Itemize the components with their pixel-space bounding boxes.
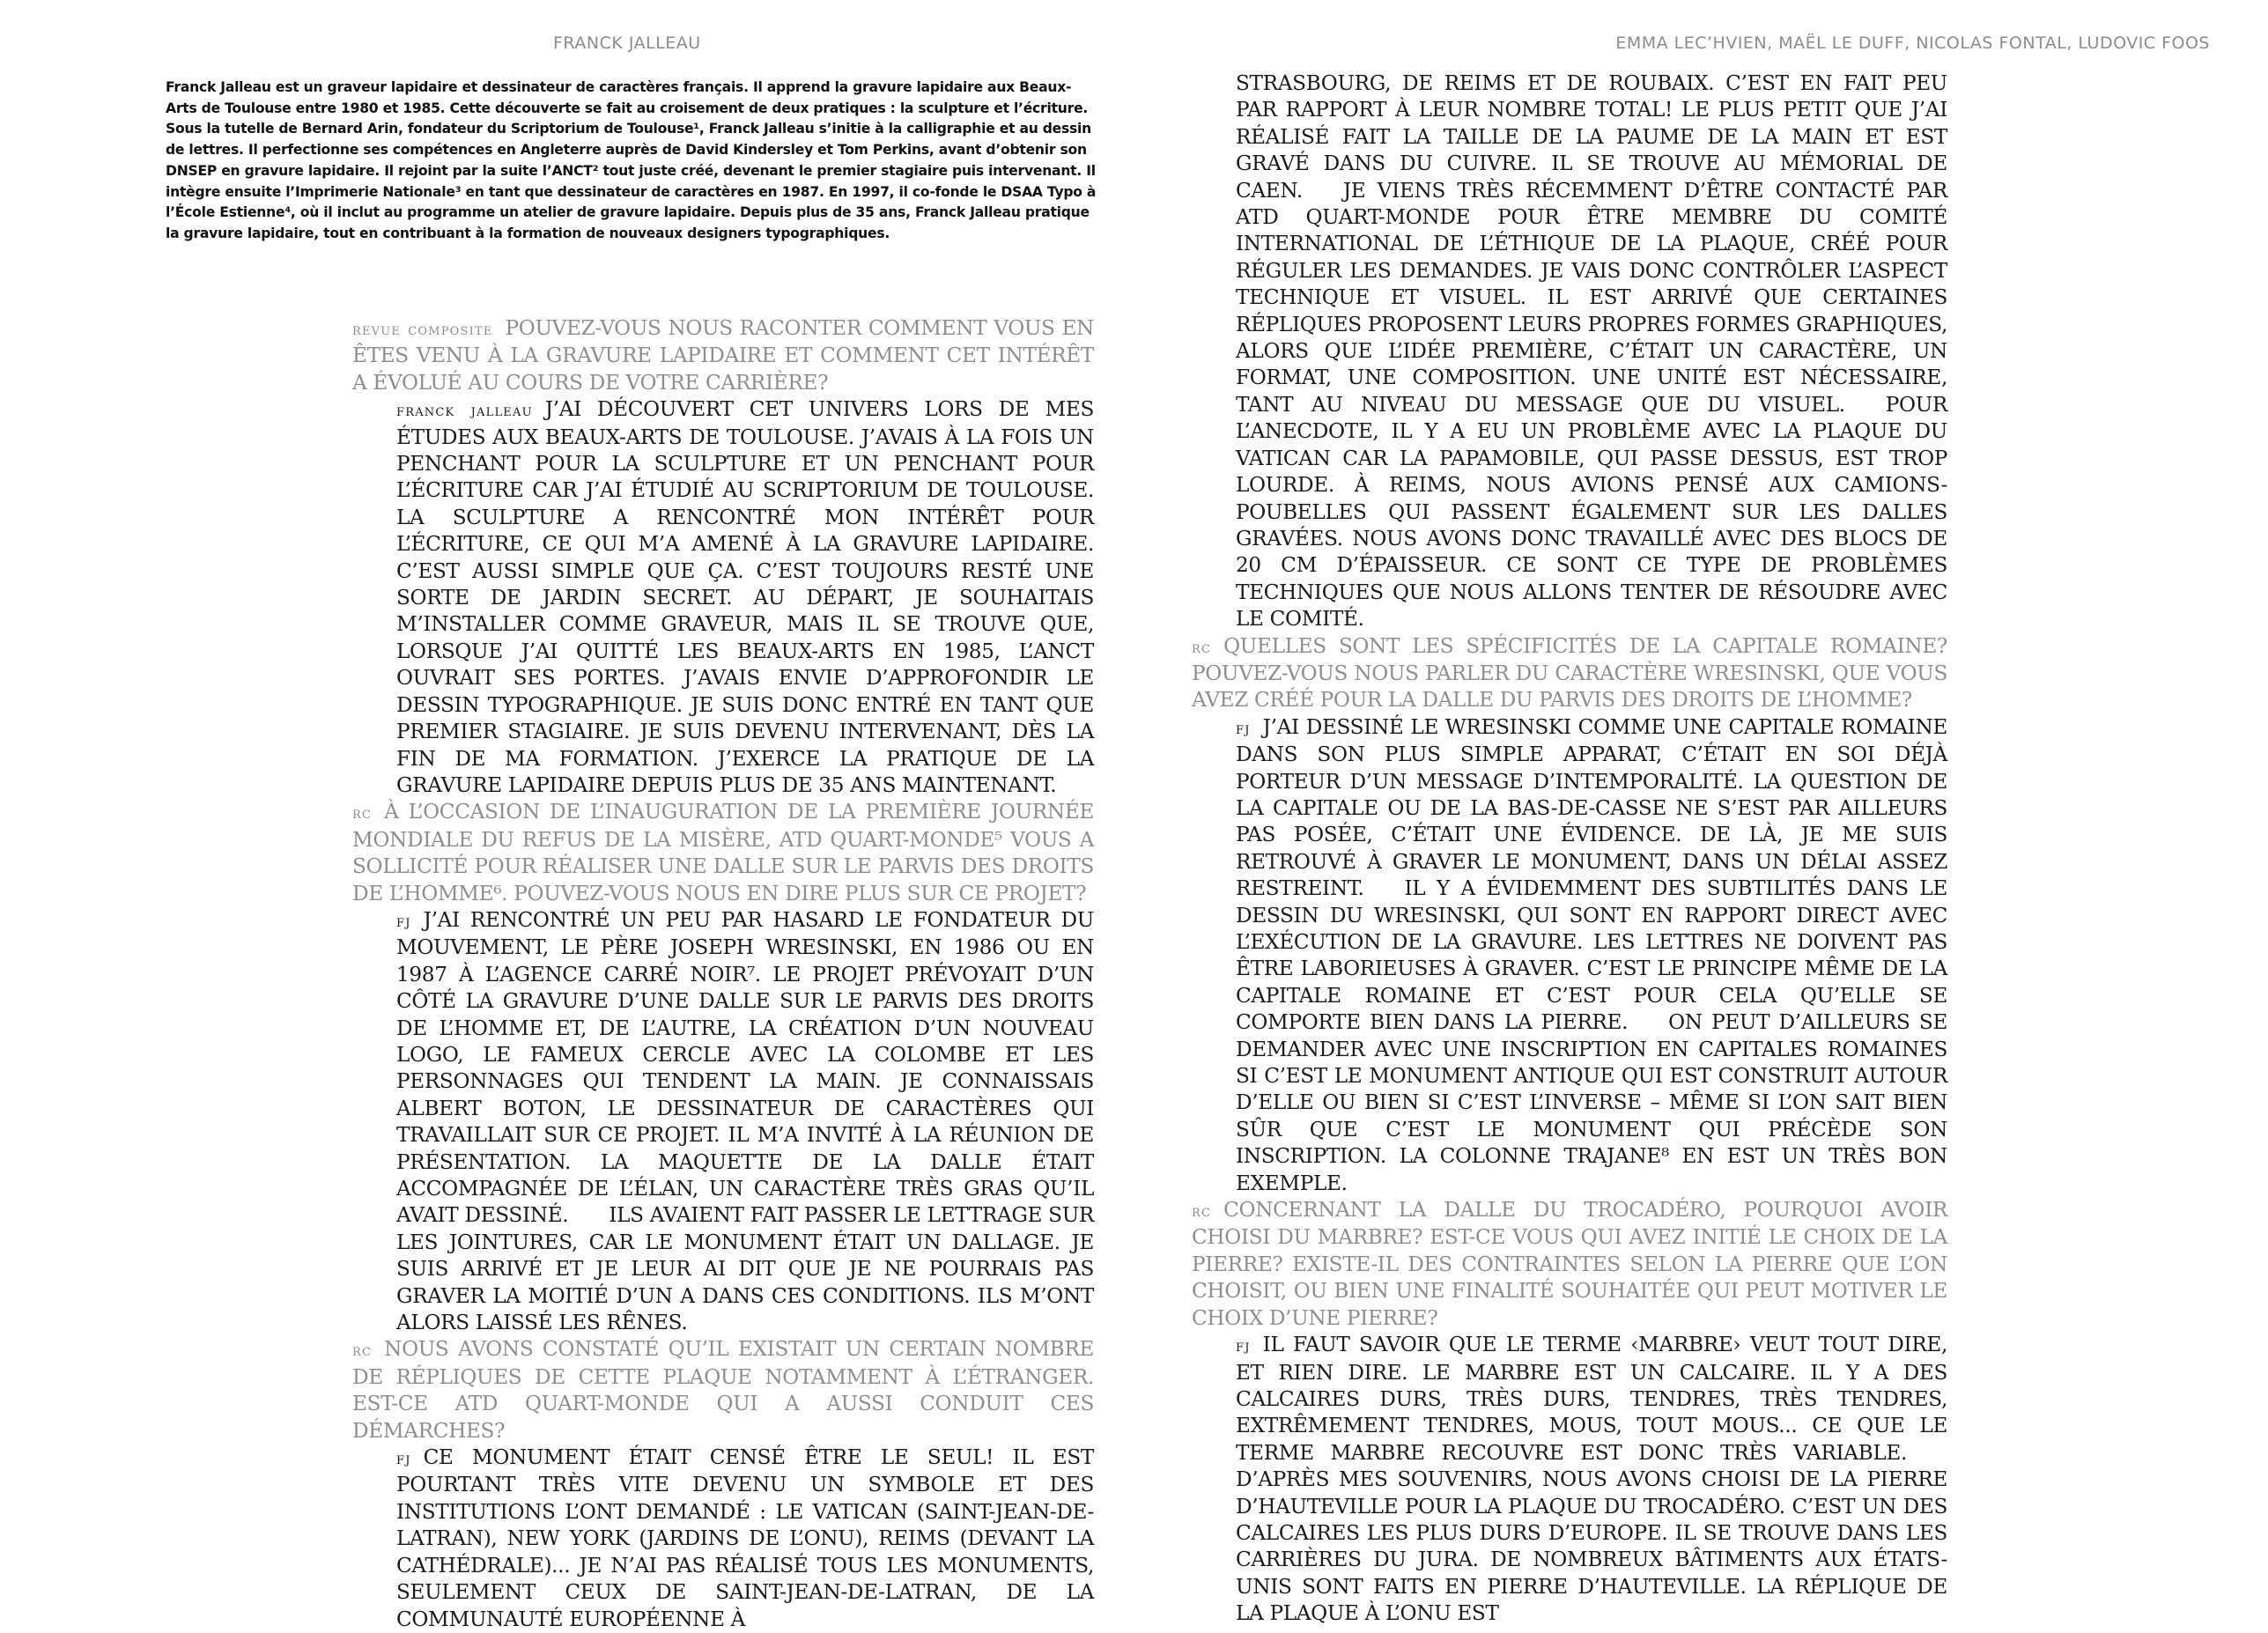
answer-text-continued-2: POUR L’ANECDOTE, IL Y A EU UN PROBLÈME AVEC LA PLAQUE DU VATICAN CAR LA PAPAMOBILE, QUI PASSE DESSUS, EST TROP LOURDE. À REIMS, NOUS AVIONS PENSÉ AUX CAMIONS-POUBELLES QUI PASSENT ÉGALEMENT SUR LES DALLES GRAVÉES. NOUS AVONS DONC TRAVAILLÉ AVEC DES BLOCS DE 20 CM D’ÉPAISSEUR. CE SONT CE TYPE DE PROBLÈMES TECHNIQUES QUE NOUS ALLONS TENTER DE RÉSOUDRE AVEC LE COMITÉ. xyxy=(1236,392,1947,632)
right-text-column xyxy=(1192,70,1947,1628)
speaker-label: rc xyxy=(1192,1201,1212,1222)
question xyxy=(352,1336,1094,1445)
answer-text: STRASBOURG, DE REIMS ET DE ROUBAIX. C’EST EN FAIT PEU PAR RAPPORT À LEUR NOMBRE TOTAL! LE PLUS PETIT QUE J’AI RÉALISÉ FAIT LA TAILLE DE LA PAUME DE LA MAIN ET EST GRAVÉ DANS DU CUIVRE. IL SE TROUVE AU MÉMORIAL DE CAEN. xyxy=(1236,71,1947,203)
speaker-label: rc xyxy=(352,803,373,824)
question xyxy=(1192,1197,1947,1332)
running-head-right: EMMA LEC’HVIEN, MAËL LE DUFF, NICOLAS FONTAL, LUDOVIC FOOS xyxy=(1615,33,2210,53)
answer xyxy=(352,1445,1094,1633)
speaker-label: revue composite xyxy=(352,320,493,339)
speaker-label: franck jalleau xyxy=(396,401,533,421)
answer-text: J’AI DÉCOUVERT CET UNIVERS LORS DE MES ÉTUDES AUX BEAUX-ARTS DE TOULOUSE. J’AVAIS À LA FOIS UN PENCHANT POUR LA SCULPTURE ET UN PENCHANT POUR L’ÉCRITURE CAR J’AI ÉTUDIÉ AU SCRIPTORIUM DE TOULOUSE. LA SCULPTURE A RENCONTRÉ MON INTÉRÊT POUR L’ÉCRITURE, CE QUI M’A AMENÉ À LA GRAVURE LAPIDAIRE. C’EST AUSSI SIMPLE QUE ÇA. C’EST TOUJOURS RESTÉ UNE SORTE DE JARDIN SECRET. AU DÉPART, JE SOUHAITAIS M’INSTALLER COMME GRAVEUR, MAIS IL SE TROUVE QUE, LORSQUE J’AI QUITTÉ LES BEAUX-ARTS EN 1985, L’ANCT OUVRAIT SES PORTES. J’AVAIS ENVIE D’APPROFONDIR LE DESSIN TYPOGRAPHIQUE. JE SUIS DONC ENTRÉ EN TANT QUE PREMIER STAGIAIRE. JE SUIS DEVENU INTERVENANT, DÈS LA FIN DE MA FORMATION. J’EXERCE LA PRATIQUE DE LA GRAVURE LAPIDAIRE DEPUIS PLUS DE 35 ANS MAINTENANT. xyxy=(396,397,1094,797)
question xyxy=(352,799,1094,907)
answer xyxy=(1192,1332,1947,1627)
running-head-left: FRANCK JALLEAU xyxy=(553,33,701,53)
question-text: À L’OCCASION DE L’INAUGURATION DE LA PREMIÈRE JOURNÉE MONDIALE DU REFUS DE LA MISÈRE, ATD QUART-MONDE⁵ VOUS A SOLLICITÉ POUR RÉALISER UNE DALLE SUR LE PARVIS DES DROITS DE L’HOMME⁶. POUVEZ-VOUS NOUS EN DIRE PLUS SUR CE PROJET? xyxy=(352,800,1094,905)
answer-text: CE MONUMENT ÉTAIT CENSÉ ÊTRE LE SEUL! IL EST POURTANT TRÈS VITE DEVENU UN SYMBOLE ET DES INSTITUTIONS L’ONT DEMANDÉ : LE VATICAN (SAINT-JEAN-DE-LATRAN), NEW YORK (JARDINS DE L’ONU), REIMS (DEVANT LA CATHÉDRALE)... JE N’AI PAS RÉALISÉ TOUS LES MONUMENTS, SEULEMENT CEUX DE SAINT-JEAN-DE-LATRAN, DE LA COMMUNAUTÉ EUROPÉENNE À xyxy=(396,1445,1094,1631)
left-page xyxy=(0,0,1134,1631)
answer xyxy=(1192,714,1947,1197)
answer xyxy=(352,396,1094,799)
answer-text-continued: JE VIENS TRÈS RÉCEMMENT D’ÊTRE CONTACTÉ PAR ATD QUART-MONDE POUR ÊTRE MEMBRE DU COMITÉ INTERNATIONAL DE L’ÉTHIQUE DE LA PLAQUE, CRÉÉ POUR RÉGULER LES DEMANDES. JE VAIS DONC CONTRÔLER L’ASPECT TECHNIQUE ET VISUEL. IL EST ARRIVÉ QUE CERTAINES RÉPLIQUES PROPOSENT LEURS PROPRES FORMES GRAPHIQUES, ALORS QUE L’IDÉE PREMIÈRE, C’ÉTAIT UN CARACTÈRE, UN FORMAT, UNE COMPOSITION. UNE UNITÉ EST NÉCESSAIRE, TANT AU NIVEAU DU MESSAGE QUE DU VISUEL. xyxy=(1236,178,1947,417)
question-text: QUELLES SONT LES SPÉCIFICITÉS DE LA CAPITALE ROMAINE? POUVEZ-VOUS NOUS PARLER DU CARACTÈRE WRESINSKI, QUE VOUS AVEZ CRÉÉ POUR LA DALLE DU PARVIS DES DROITS DE L’HOMME? xyxy=(1192,633,1947,713)
speaker-label: fj xyxy=(396,1449,411,1469)
speaker-label: rc xyxy=(352,1341,373,1361)
speaker-label: fj xyxy=(1236,718,1251,738)
answer-text: J’AI RENCONTRÉ UN PEU PAR HASARD LE FONDATEUR DU MOUVEMENT, LE PÈRE JOSEPH WRESINSKI, EN 1986 OU EN 1987 À L’AGENCE CARRÉ NOIR⁷. LE PROJET PRÉVOYAIT D’UN CÔTÉ LA GRAVURE D’UNE DALLE SUR LE PARVIS DES DROITS DE L’HOMME ET, DE L’AUTRE, LA CRÉATION D’UN NOUVEAU LOGO, LE FAMEUX CERCLE AVEC LA COLOMBE ET LES PERSONNAGES QUI TENDENT LA MAIN. JE CONNAISSAIS ALBERT BOTON, LE DESSINATEUR DE CARACTÈRES QUI TRAVAILLAIT SUR CE PROJET. IL M’A INVITÉ À LA RÉUNION DE PRÉSENTATION. LA MAQUETTE DE LA DALLE ÉTAIT ACCOMPAGNÉE DE L’ÉLAN, UN CARACTÈRE TRÈS GRAS QU’IL AVAIT DESSINÉ. xyxy=(396,907,1094,1228)
answer-text: IL FAUT SAVOIR QUE LE TERME ‹MARBRE› VEUT TOUT DIRE, ET RIEN DIRE. LE MARBRE EST UN CALCAIRE. IL Y A DES CALCAIRES DURS, TRÈS DURS, TENDRES, TRÈS TENDRES, EXTRÊMEMENT TENDRES, MOUS, TOUT MOUS... CE QUE LE TERME MARBRE RECOUVRE EST DONC TRÈS VARIABLE. xyxy=(1236,1333,1947,1465)
answer-continued xyxy=(1192,70,1947,633)
author-bio: Franck Jalleau est un graveur lapidaire et dessinateur de caractères français. Il apprend la gravure lapidaire aux Beaux-Arts de Toulouse entre 1980 et 1985. Cette découverte se fait au croisement de deux pratiques : la sculpture et l’écriture. Sous la tutelle de Bernard Arin, fondateur du Scriptorium de Toulouse¹, Franck Jalleau s’initie à la calligraphie et au dessin de lettres. Il perfectionne ses compétences en Angleterre auprès de David Kindersley et Tom Perkins, avant d’obtenir son DNSEP en gravure lapidaire. Il rejoint par la suite l’ANCT² tout juste créé, devenant le premier stagiaire puis intervenant. Il intègre ensuite l’Imprimerie Nationale³ en tant que dessinateur de caractères en 1987. En 1997, il co-fonde le DSAA Typo à l’École Estienne⁴, où il inclut au programme un atelier de gravure lapidaire. Depuis plus de 35 ans, Franck Jalleau pratique la gravure lapidaire, tout en contribuant à la formation de nouveaux designers typographiques. xyxy=(166,79,1097,241)
speaker-label: rc xyxy=(1192,637,1212,657)
answer xyxy=(352,907,1094,1337)
answer-text: J’AI DESSINÉ LE WRESINSKI COMME UNE CAPITALE ROMAINE DANS SON PLUS SIMPLE APPARAT, C’ÉTAIT EN SOI DÉJÀ PORTEUR D’UN MESSAGE D’INTEMPORALITÉ. LA QUESTION DE LA CAPITALE OU DE LA BAS-DE-CASSE NE S’EST PAR AILLEURS PAS POSÉE, C’ÉTAIT UNE ÉVIDENCE. DE LÀ, JE ME SUIS RETROUVÉ À GRAVER LE MONUMENT, DANS UN DÉLAI ASSEZ RESTREINT. xyxy=(1236,714,1947,901)
question xyxy=(352,315,1094,396)
answer-text-continued-2: ON PEUT D’AILLEURS SE DEMANDER AVEC UNE INSCRIPTION EN CAPITALES ROMAINES SI C’EST LE MONUMENT ANTIQUE QUI EST CONSTRUIT AUTOUR D’ELLE OU BIEN SI C’EST L’INVERSE – MÊME SI L’ON SAIT BIEN SÛR QUE C’EST LE MONUMENT QUI PRÉCÈDE SON INSCRIPTION. LA COLONNE TRAJANE⁸ EN EST UN TRÈS BON EXEMPLE. xyxy=(1236,1010,1947,1195)
right-page xyxy=(1134,0,2268,1626)
question-text: NOUS AVONS CONSTATÉ QU’IL EXISTAIT UN CERTAIN NOMBRE DE RÉPLIQUES DE CETTE PLAQUE NOTAMMENT À L’ÉTRANGER. EST-CE ATD QUART-MONDE QUI A AUSSI CONDUIT CES DÉMARCHES? xyxy=(352,1337,1094,1443)
answer-text-continued: D’APRÈS MES SOUVENIRS, NOUS AVONS CHOISI DE LA PIERRE D’HAUTEVILLE POUR LA PLAQUE DU TROCADÉRO. C’EST UN DES CALCAIRES LES PLUS DURS D’EUROPE. IL SE TROUVE DANS LES CARRIÈRES DU JURA. DE NOMBREUX BÂTIMENTS AUX ÉTATS-UNIS SONT FAITS EN PIERRE D’HAUTEVILLE. LA RÉPLIQUE DE LA PLAQUE À L’ONU EST xyxy=(1236,1467,1947,1626)
answer-text-continued: IL Y A ÉVIDEMMENT DES SUBTILITÉS DANS LE DESSIN DU WRESINSKI, QUI SONT EN RAPPORT DIRECT AVEC L’EXÉCUTION DE LA GRAVURE. LES LETTRES NE DOIVENT PAS ÊTRE LABORIEUSES À GRAVER. C’EST LE PRINCIPE MÊME DE LA CAPITALE ROMAINE ET C’EST POUR CELA QU’ELLE SE COMPORTE BIEN DANS LA PIERRE. xyxy=(1236,876,1947,1035)
speaker-label: fj xyxy=(396,911,411,931)
question xyxy=(1192,633,1947,714)
question-text: POUVEZ-VOUS NOUS RACONTER COMMENT VOUS EN ÊTES VENU À LA GRAVURE LAPIDAIRE ET COMMENT CET INTÉRÊT A ÉVOLUÉ AU COURS DE VOTRE CARRIÈRE? xyxy=(352,316,1094,395)
answer-text-continued: ILS AVAIENT FAIT PASSER LE LETTRAGE SUR LES JOINTURES, CAR LE MONUMENT ÉTAIT UN DALLAGE. JE SUIS ARRIVÉ ET JE LEUR AI DIT QUE JE NE POURRAIS PAS GRAVER LA MOITIÉ D’UN A DANS CES CONDITIONS. ILS M’ONT ALORS LAISSÉ LES RÊNES. xyxy=(396,1203,1094,1335)
left-text-column xyxy=(352,315,1094,1633)
speaker-label: fj xyxy=(1236,1336,1251,1356)
question-text: CONCERNANT LA DALLE DU TROCADÉRO, POURQUOI AVOIR CHOISI DU MARBRE? EST-CE VOUS QUI AVEZ INITIÉ LE CHOIX DE LA PIERRE? EXISTE-IL DES CONTRAINTES SELON LA PIERRE QUE L’ON CHOISIT, OU BIEN UNE FINALITÉ SOUHAITÉE QUI PEUT MOTIVER LE CHOIX D’UNE PIERRE? xyxy=(1192,1198,1947,1330)
